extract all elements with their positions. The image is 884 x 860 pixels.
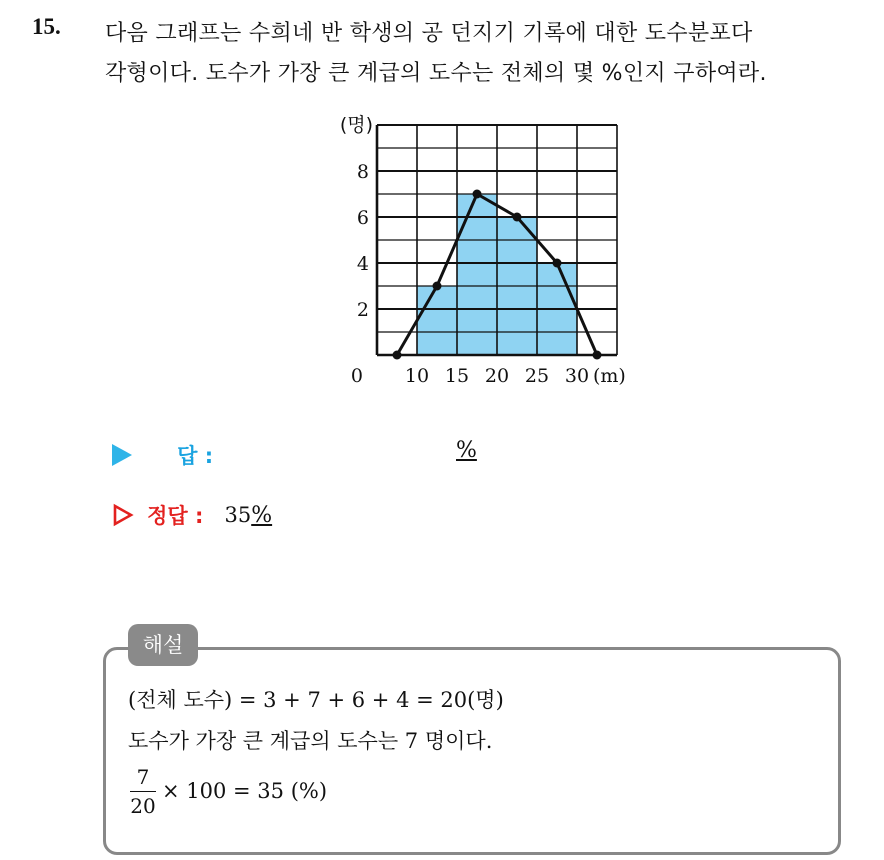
fraction-numerator: 7 <box>136 765 150 789</box>
solution-value: 35 <box>224 502 252 527</box>
y-axis-label: (명) <box>339 114 373 136</box>
question-line-1: 다음 그래프는 수희네 반 학생의 공 던지기 기록에 대한 도수분포다 <box>105 21 753 46</box>
solution-unit: % <box>251 502 273 528</box>
x-origin-label: 0 <box>350 365 363 387</box>
explanation-line-2: 도수가 가장 큰 계급의 도수는 7 명이다. <box>128 729 493 753</box>
frequency-chart <box>320 110 660 400</box>
x-tick-label-0: 10 <box>404 365 430 387</box>
polygon-point-0 <box>393 351 402 360</box>
polygon-point-5 <box>593 351 602 360</box>
solution-row <box>112 500 272 530</box>
polygon-point-1 <box>433 282 442 291</box>
answer-label: 답 : <box>177 444 214 468</box>
y-tick-label-3: 8 <box>356 161 369 183</box>
explanation-line-3: × 100 = 35 (%) <box>162 779 328 803</box>
answer-row <box>112 438 477 470</box>
x-tick-label-1: 15 <box>444 365 470 387</box>
outline-triangle-icon <box>112 503 134 527</box>
polygon-point-3 <box>513 213 522 222</box>
question-number: 15. <box>32 14 61 39</box>
histogram-bar-0 <box>417 286 457 355</box>
y-tick-label-1: 4 <box>356 253 369 275</box>
question-text <box>105 14 865 94</box>
explanation-line-1: (전체 도수) = 3 + 7 + 6 + 4 = 20(명) <box>128 688 504 712</box>
x-tick-label-4: 30 <box>564 365 590 387</box>
explanation-fraction <box>130 764 156 819</box>
explanation-tag: 해설 <box>128 624 198 666</box>
play-triangle-icon <box>112 444 132 466</box>
y-tick-label-2: 6 <box>356 207 369 229</box>
x-tick-label-2: 20 <box>484 365 510 387</box>
fraction-bar <box>130 791 156 792</box>
fraction-denominator: 20 <box>130 794 156 818</box>
solution-label: 정답 : <box>147 504 204 528</box>
answer-unit: % <box>456 438 477 463</box>
polygon-point-2 <box>473 190 482 199</box>
x-tick-label-3: 25 <box>524 365 550 387</box>
solution-answer <box>224 503 272 528</box>
question-line-2: 각형이다. 도수가 가장 큰 계급의 도수는 전체의 몇 %인지 구하여라. <box>105 61 767 86</box>
polygon-point-4 <box>553 259 562 268</box>
y-tick-label-0: 2 <box>356 299 369 321</box>
x-axis-label: (m) <box>593 365 626 387</box>
histogram-bar-1 <box>457 194 497 355</box>
